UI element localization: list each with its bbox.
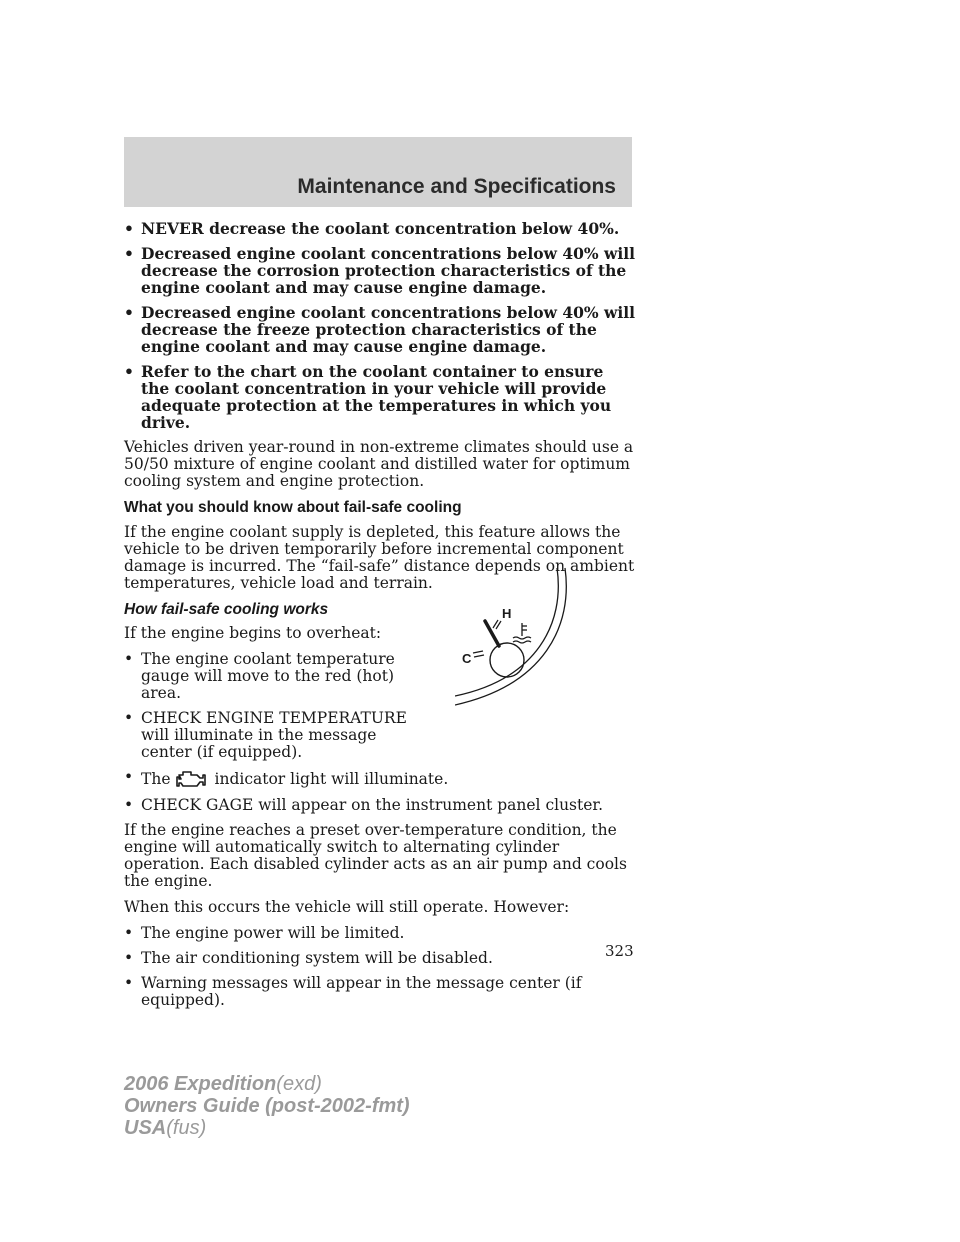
coolant-temperature-icon [513,623,531,643]
footer-line: Owners Guide (post-2002-fmt) [124,1095,410,1117]
bullet-dot: • [124,303,134,322]
check-engine-icon [173,769,209,789]
bullet-dot: • [124,974,134,992]
overheat-intro: If the engine begins to overheat: [124,624,382,642]
bullet-dot: • [124,796,134,814]
failsafe-heading: What you should know about fail-safe cooling [124,499,462,516]
list-item: • NEVER decrease the coolant concentration below 40%. [124,219,620,238]
document-footer [124,1073,410,1139]
failsafe-paragraph: If the engine coolant supply is depleted, this feature allows the vehicle to be driven temporarily before incremental component damage is incurred. The “fail-safe” distance depends on ambient temperatures, vehicle load and terrain. [124,523,635,592]
page-number: 323 [605,942,634,960]
bullet-dot: • [124,768,134,786]
cold-label: C [462,651,472,666]
list-item: • Warning messages will appear in the message center (if equipped). [124,974,582,1009]
coolant-warning-list [124,220,636,431]
bullet-dot: • [124,949,134,967]
how-failsafe-heading: How fail-safe cooling works [124,601,329,618]
list-item: • The engine power will be limited. [124,924,405,942]
bullet-dot: • [124,219,134,238]
footer-line: USA(fus) [124,1117,207,1139]
section-title: Maintenance and Specifications [297,175,616,198]
list-item: • Refer to the chart on the coolant container to ensure the coolant concentration in your vehicle will provide adequate protection at the temperatures in which you drive. [124,362,612,432]
list-item: • The indicator light will illuminate. [124,768,449,788]
bullet-dot: • [124,709,134,727]
temperature-gauge-illustration [455,565,585,715]
bullet-dot: • [124,244,134,263]
mixture-paragraph: Vehicles driven year-round in non-extreme climates should use a 50/50 mixture of engine coolant and distilled water for optimum cooling system and engine protection. [124,438,634,490]
list-item: • Decreased engine coolant concentrations below 40% will decrease the freeze protection characteristics of the engine coolant and may cause engine damage. [124,303,636,356]
occurs-paragraph: When this occurs the vehicle will still operate. However: [124,898,570,916]
hot-label: H [502,606,512,621]
bullet-dot: • [124,650,134,668]
list-item: • Decreased engine coolant concentrations below 40% will decrease the corrosion protection characteristics of the engine coolant and may cause engine damage. [124,244,636,297]
limitations-list [124,925,636,1009]
list-item: • The engine coolant temperature gauge will move to the red (hot) area. [124,650,395,702]
footer-line: 2006 Expedition(exd) [124,1073,322,1095]
section-header-band [124,137,632,207]
overtemp-paragraph: If the engine reaches a preset over-temperature condition, the engine will automatically switch to alternating cylinder operation. Each disabled cylinder acts as an air pump and cools the engine. [124,821,627,890]
list-item: • CHECK GAGE will appear on the instrument panel cluster. [124,796,604,814]
bullet-dot: • [124,924,134,942]
bullet-dot: • [124,362,134,381]
list-item: • The air conditioning system will be disabled. [124,949,493,967]
list-item: • CHECK ENGINE TEMPERATURE will illuminate in the message center (if equipped). [124,709,407,761]
